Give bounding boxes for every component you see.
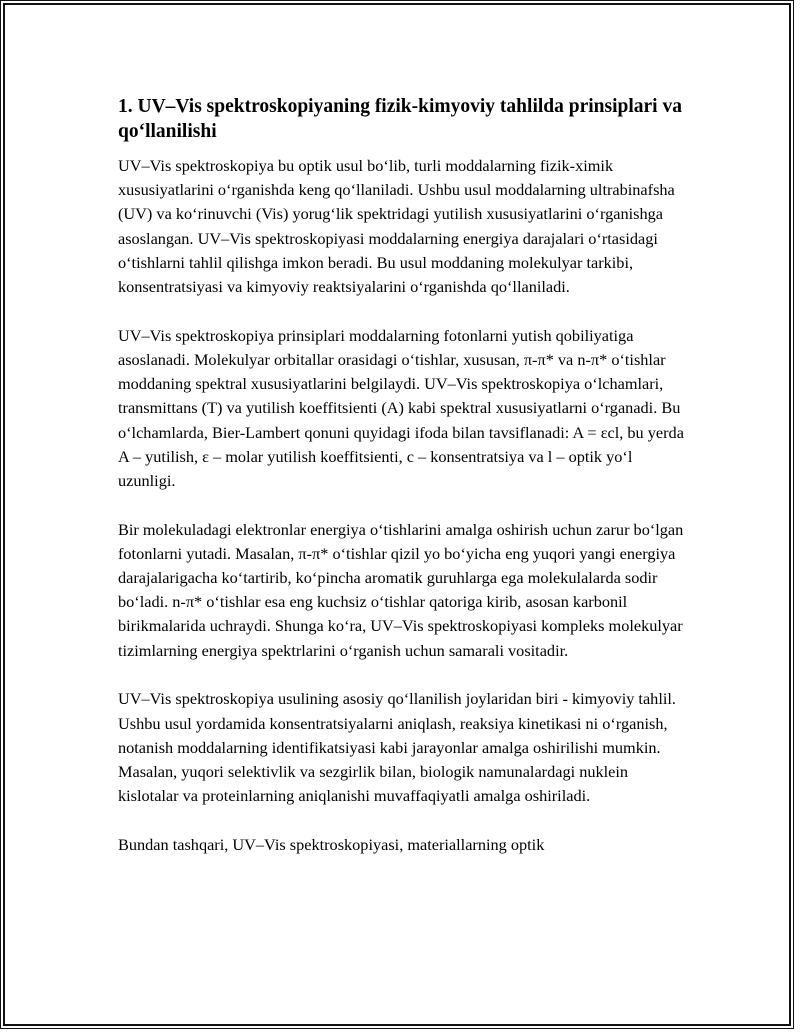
- paragraph-4: UV–Vis spektroskopiya usulining asosiy qo‘llanilish joylaridan biri - kimyoviy tahlil. Ushbu usul yordamida konsentratsiyalarni aniqlash, reaksiya kinetikasi ni o‘rganish, notanish moddalarning identifikatsiyasi kabi jarayonlar amalga oshirilishi mumkin. Masalan, yuqori selektivlik va sezgirlik bilan, biologik namunalardagi nuklein kislotalar va proteinlarning aniqlanishi muvaffaqiyatli amalga oshiriladi.: [118, 689, 676, 806]
- document-body: [118, 94, 688, 882]
- paragraph-5: Bundan tashqari, UV–Vis spektroskopiyasi, materiallarning optik: [118, 834, 545, 854]
- document-title: 1. UV–Vis spektroskopiyaning fizik-kimyoviy tahlilda prinsiplari va qo‘llanilishi: [118, 96, 682, 142]
- paragraph-2: UV–Vis spektroskopiya prinsiplari moddalarning fotonlarni yutish qobiliyatiga asoslanadi. Molekulyar orbitallar orasidagi o‘tishlar, xususan, π-π* va n-π* o‘tishlar moddaning spektral xususiyatlarini belgilaydi. UV–Vis spektroskopiya o‘lchamlari, transmittans (T) va yutilish koeffitsienti (A) kabi spektral xususiyatlarni o‘rganadi. Bu o‘lchamlarda, Bier-Lambert qonuni quyidagi ifoda bilan tavsiflanadi: A = εcl, bu yerda A – yutilish, ε – molar yutilish koeffitsienti, c – konsentratsiya va l – optik yo‘l uzunligi.: [118, 325, 684, 490]
- paragraph-3: Bir molekuladagi elektronlar energiya o‘tishlarini amalga oshirish uchun zarur bo‘lgan fotonlarni yutadi. Masalan, π-π* o‘tishlar qizil yo bo‘yicha eng yuqori yangi energiya darajalarigacha ko‘tartirib, ko‘pincha aromatik guruhlarga ega molekulalarda sodir bo‘ladi. n-π* o‘tishlar esa eng kuchsiz o‘tishlar qatoriga kirib, asosan karbonil birikmalarida uchraydi. Shunga ko‘ra, UV–Vis spektroskopiyasi kompleks molekulyar tizimlarning energiya spektrlarini o‘rganish uchun samarali vositadir.: [118, 519, 684, 660]
- paragraph-1: UV–Vis spektroskopiya bu optik usul bo‘lib, turli moddalarning fizik-ximik xususiyatlarini o‘rganishda keng qo‘llaniladi. Ushbu usul moddalarning ultrabinafsha (UV) va ko‘rinuvchi (Vis) yorug‘lik spektridagi yutilish xususiyatlarini o‘rganishga asoslangan. UV–Vis spektroskopiyasi moddalarning energiya darajalari o‘rtasidagi o‘tishlarni tahlil qilishga imkon beradi. Bu usul moddaning molekulyar tarkibi, konsentratsiyasi va kimyoviy reaktsiyalarini o‘rganishda qo‘llaniladi.: [118, 156, 675, 297]
